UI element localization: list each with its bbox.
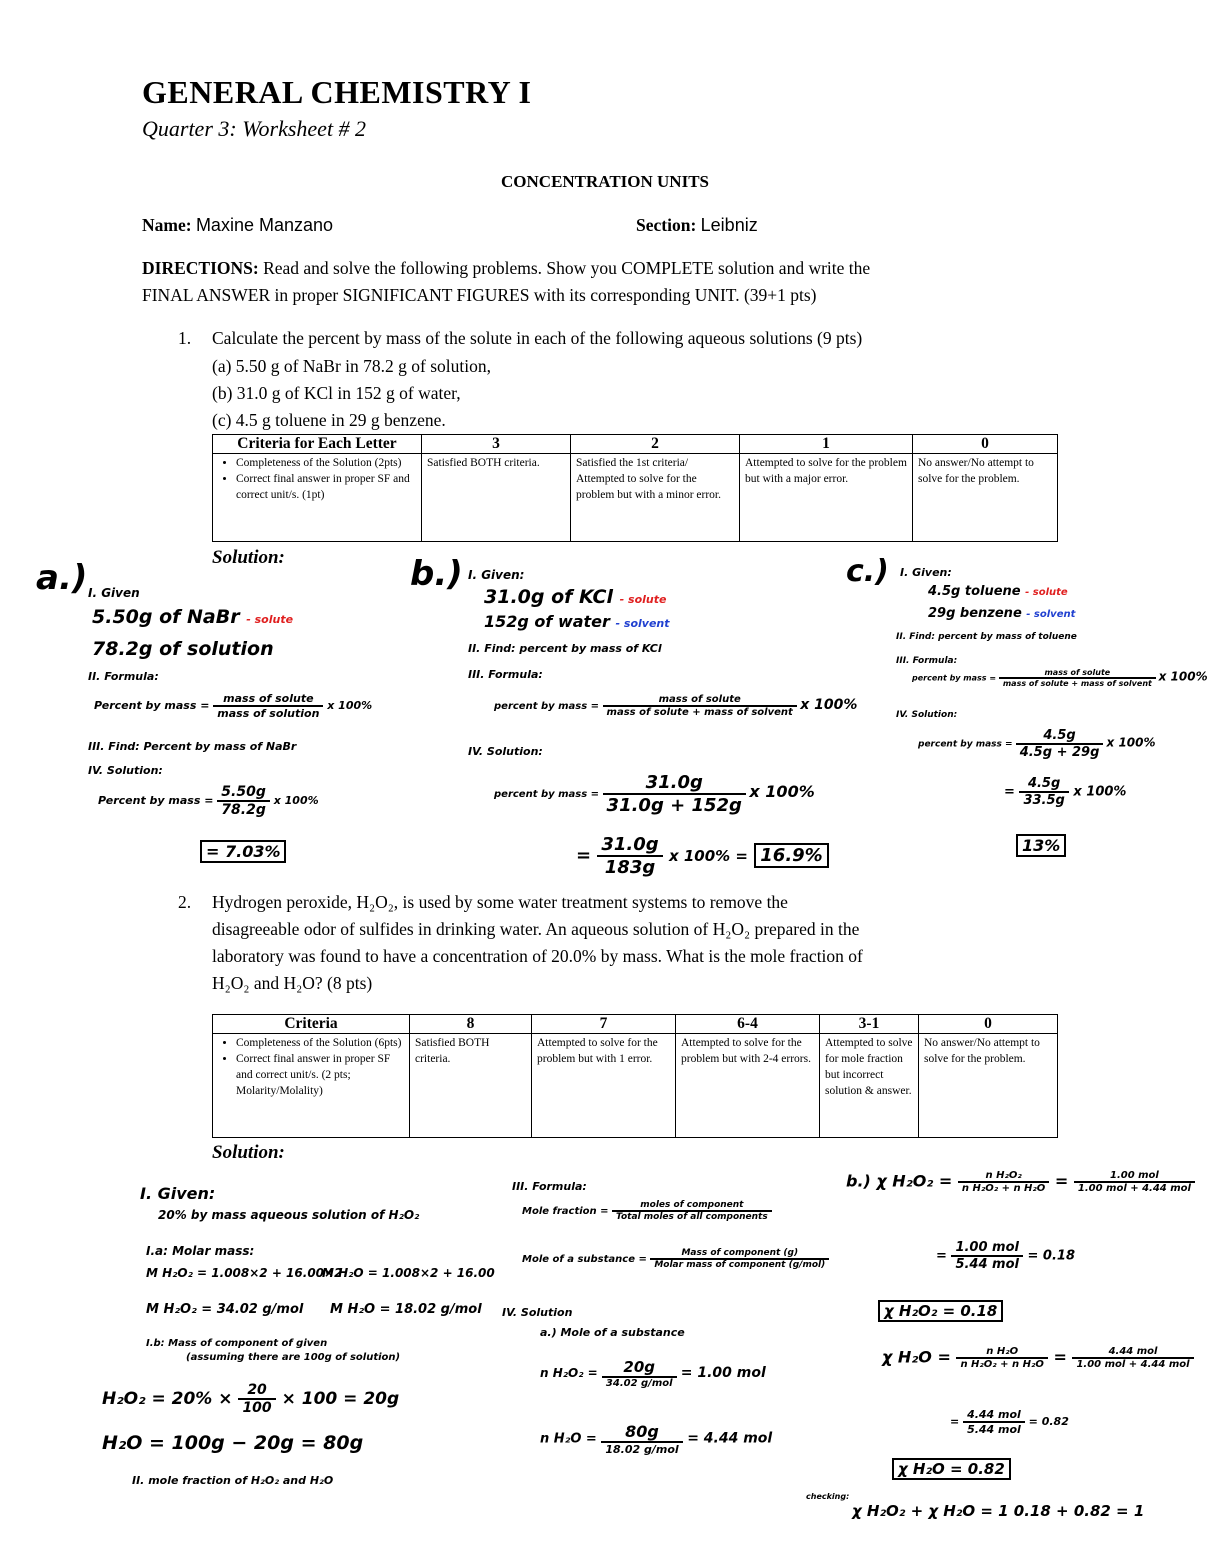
rubric-cell: No answer/No attempt to solve for the problem. bbox=[919, 1034, 1058, 1138]
name-row bbox=[142, 215, 333, 236]
hw2-molar-mass-h2o2: M H₂O₂ = 1.008×2 + 16.00×2 bbox=[146, 1266, 343, 1280]
hw2-mass-assumption: (assuming there are 100g of solution) bbox=[186, 1352, 401, 1363]
rubric-cell: Satisfied BOTH criteria. bbox=[422, 454, 571, 542]
rubric-criteria-cell bbox=[213, 454, 422, 542]
q2-solution-label: Solution: bbox=[212, 1142, 285, 1163]
hw2-chi-h2o-step: = $\frac{\text{4.44 mol}}{\text{5.44 mol}}$ = 0.82 bbox=[950, 1408, 1069, 1436]
hw-c-find: II. Find: percent by mass of toluene bbox=[896, 632, 1077, 642]
hw2-find: II. mole fraction of H₂O₂ and H₂O bbox=[132, 1474, 334, 1487]
rubric-header: 3 bbox=[422, 435, 571, 454]
hw-b-find: II. Find: percent by mass of KCl bbox=[468, 642, 662, 655]
rubric-header: 1 bbox=[740, 435, 913, 454]
q2-line-1: Hydrogen peroxide, H₂O₂, is used by some water treatment systems to remove the bbox=[212, 892, 788, 912]
hw2-chi-h2o: χ H₂O = $\frac{\text{n H₂O}}{\text{n H₂O₂ + n H₂O}}$ = $\frac{\text{4.44 mol}}{\text{1.00 mol + 4.44 mol}}$ bbox=[882, 1346, 1194, 1370]
hw2-formula-mole-substance: Mole of a substance = $\frac{\text{Mass of component (g)}}{\text{Molar mass of component (g/mol)}}$ bbox=[522, 1248, 829, 1270]
hw2-mass-h2o: H₂O = 100g − 20g = 80g bbox=[102, 1432, 364, 1454]
criteria-item: • Correct final answer in proper SF and correct unit/s. (1pt) bbox=[236, 471, 416, 503]
rubric-header: 2 bbox=[571, 435, 740, 454]
rubric-criteria-cell bbox=[213, 1034, 410, 1138]
q1-solution-label: Solution: bbox=[212, 547, 285, 568]
hw2-chi-h2o2: b.) χ H₂O₂ = $\frac{\text{n H₂O₂}}{\text{n H₂O₂ + n H₂O}}$ = $\frac{\text{1.00 mol}}{\text{1.00 mol + 4.44 mol}}$ bbox=[846, 1170, 1195, 1194]
q2-rubric-table bbox=[212, 1014, 1058, 1138]
hw-b-solution: percent by mass = $\frac{31.0g}{31.0g + 152g}$ x 100% bbox=[494, 772, 815, 816]
hw-b-given-1: 31.0g of KCl - solute bbox=[484, 586, 667, 608]
hw-a-solution: Percent by mass = $\frac{5.50g}{78.2g}$ x 100% bbox=[98, 784, 319, 818]
hw2-mass-heading: I.b: Mass of component of given bbox=[146, 1338, 328, 1349]
rubric-cell: No answer/No attempt to solve for the problem. bbox=[913, 454, 1058, 542]
hw-b-solution-2: = $\frac{31.0g}{183g}$ x 100% = 16.9% bbox=[576, 834, 829, 878]
hw2-chi-h2o2-answer: χ H₂O₂ = 0.18 bbox=[878, 1302, 1003, 1320]
q1-number: 1. bbox=[178, 328, 192, 348]
name-value: Maxine Manzano bbox=[195, 215, 334, 235]
rubric-cell: Attempted to solve for mole fraction but incorrect solution & answer. bbox=[820, 1034, 919, 1138]
hw-a-given: I. Given bbox=[88, 586, 140, 600]
rubric-header: 8 bbox=[410, 1015, 532, 1034]
name-label: Name: bbox=[142, 215, 192, 235]
rubric-cell: Attempted to solve for the problem but with a major error. bbox=[740, 454, 913, 542]
hw-b-given: I. Given: bbox=[468, 568, 525, 582]
hw2-molar-mass-h2o-result: M H₂O = 18.02 g/mol bbox=[330, 1302, 482, 1317]
hw2-given: I. Given: bbox=[140, 1184, 216, 1203]
criteria-item: • Completeness of the Solution (6pts) bbox=[236, 1035, 404, 1051]
hw2-check-label: checking: bbox=[806, 1492, 850, 1501]
hw-a-tag: a.) bbox=[36, 558, 88, 598]
hw-c-solution-2: = $\frac{4.5g}{33.5g}$ x 100% bbox=[1004, 776, 1127, 808]
directions-label: DIRECTIONS: bbox=[142, 258, 259, 278]
rubric-cell: Satisfied the 1st criteria/ Attempted to solve for the problem but with a minor error. bbox=[571, 454, 740, 542]
page-title: GENERAL CHEMISTRY I bbox=[142, 74, 532, 110]
hw-c-answer: 13% bbox=[1016, 836, 1066, 855]
hw-a-given-1: 5.50g of NaBr - solute bbox=[92, 606, 294, 628]
section-value: Leibniz bbox=[700, 215, 758, 235]
q1-part-a: (a) 5.50 g of NaBr in 78.2 g of solution, bbox=[212, 356, 491, 376]
q1-text: Calculate the percent by mass of the solute in each of the following aqueous solutions (9 pts) bbox=[212, 328, 863, 348]
rubric-cell: Attempted to solve for the problem but with 2-4 errors. bbox=[676, 1034, 820, 1138]
hw2-moles-h2o: n H₂O = $\frac{80g}{\text{18.02 g/mol}}$ = 4.44 mol bbox=[540, 1422, 773, 1456]
page-subtitle: Quarter 3: Worksheet # 2 bbox=[142, 116, 367, 141]
q2-line-2: disagreeable odor of sulfides in drinking water. An aqueous solution of H₂O₂ prepared in the bbox=[212, 919, 860, 939]
hw-a-answer: = 7.03% bbox=[200, 842, 286, 861]
hw-b-formula-heading: III. Formula: bbox=[468, 668, 543, 681]
q2-line-3: laboratory was found to have a concentration of 20.0% by mass. What is the mole fraction of bbox=[212, 946, 863, 966]
q2-line-4: H₂O₂ and H₂O? (8 pts) bbox=[212, 973, 373, 993]
q1-part-c: (c) 4.5 g toluene in 29 g benzene. bbox=[212, 410, 446, 430]
hw2-formula-heading: III. Formula: bbox=[512, 1180, 587, 1193]
hw-b-tag: b.) bbox=[410, 554, 463, 594]
rubric-header: Criteria for Each Letter bbox=[213, 435, 422, 454]
q1-part-b: (b) 31.0 g of KCl in 152 g of water, bbox=[212, 383, 461, 403]
hw-c-given-2: 29g benzene - solvent bbox=[928, 606, 1076, 621]
rubric-header: 0 bbox=[919, 1015, 1058, 1034]
rubric-cell: Satisfied BOTH criteria. bbox=[410, 1034, 532, 1138]
hw-a-find: III. Find: Percent by mass of NaBr bbox=[88, 740, 297, 753]
section-row bbox=[636, 215, 758, 236]
rubric-header: 3-1 bbox=[820, 1015, 919, 1034]
rubric-header: 0 bbox=[913, 435, 1058, 454]
hw-a-formula-heading: II. Formula: bbox=[88, 670, 159, 683]
directions-line-2: FINAL ANSWER in proper SIGNIFICANT FIGURES with its corresponding UNIT. (39+1 pts) bbox=[142, 285, 817, 305]
criteria-item: • Completeness of the Solution (2pts) bbox=[236, 455, 416, 471]
hw2-molar-mass-h2o2-result: M H₂O₂ = 34.02 g/mol bbox=[146, 1302, 304, 1317]
hw-a-solution-heading: IV. Solution: bbox=[88, 764, 163, 777]
hw-b-solution-heading: IV. Solution: bbox=[468, 745, 543, 758]
hw2-check: χ H₂O₂ + χ H₂O = 1 0.18 + 0.82 = 1 bbox=[852, 1502, 1145, 1520]
hw2-molar-mass-heading: I.a: Molar mass: bbox=[146, 1244, 255, 1258]
rubric-header: 6-4 bbox=[676, 1015, 820, 1034]
section-heading: CONCENTRATION UNITS bbox=[501, 172, 709, 191]
hw-c-formula: percent by mass = $\frac{\text{mass of solute}}{\text{mass of solute + mass of solvent}}$ x 100% bbox=[912, 668, 1208, 688]
hw-c-formula-heading: III. Formula: bbox=[896, 656, 958, 666]
hw2-chi-h2o-answer: χ H₂O = 0.82 bbox=[892, 1460, 1011, 1478]
rubric-header: Criteria bbox=[213, 1015, 410, 1034]
hw-c-solution: percent by mass = $\frac{4.5g}{4.5g + 29g}$ x 100% bbox=[918, 728, 1156, 760]
hw2-chi-h2o2-step: = $\frac{\text{1.00 mol}}{\text{5.44 mol}}$ = 0.18 bbox=[936, 1240, 1076, 1272]
hw2-given-1: 20% by mass aqueous solution of H₂O₂ bbox=[158, 1208, 420, 1222]
hw2-solution-heading: IV. Solution bbox=[502, 1306, 573, 1319]
hw-c-given: I. Given: bbox=[900, 566, 952, 579]
q2-number: 2. bbox=[178, 892, 192, 912]
rubric-header: 7 bbox=[532, 1015, 676, 1034]
hw2-formula-mole-fraction: Mole fraction = $\frac{\text{moles of component}}{\text{Total moles of all components}}$ bbox=[522, 1200, 772, 1222]
hw2-mass-h2o2: H₂O₂ = 20% × $\frac{20}{100}$ × 100 = 20g bbox=[102, 1382, 400, 1416]
section-label: Section: bbox=[636, 215, 697, 235]
directions-line-1: DIRECTIONS: Read and solve the following problems. Show you COMPLETE solution and write the bbox=[142, 258, 871, 278]
hw-a-formula: Percent by mass = $\frac{\text{mass of solute}}{\text{mass of solution}}$ x 100% bbox=[94, 692, 373, 720]
hw2-moles-h2o2: n H₂O₂ = $\frac{20g}{\text{34.02 g/mol}}$ = 1.00 mol bbox=[540, 1358, 766, 1389]
hw2-molar-mass-h2o: M H₂O = 1.008×2 + 16.00 bbox=[322, 1266, 495, 1280]
hw-c-given-1: 4.5g toluene - solute bbox=[928, 584, 1068, 599]
rubric-cell: Attempted to solve for the problem but with 1 error. bbox=[532, 1034, 676, 1138]
hw2-solution-sub-a: a.) Mole of a substance bbox=[540, 1326, 685, 1339]
hw-c-tag: c.) bbox=[846, 554, 889, 589]
hw-b-given-2: 152g of water - solvent bbox=[484, 612, 670, 631]
hw-b-formula: percent by mass = $\frac{\text{mass of solute}}{\text{mass of solute + mass of solvent}}$ x 100% bbox=[494, 694, 858, 718]
hw-c-solution-heading: IV. Solution: bbox=[896, 710, 958, 720]
q1-rubric-table bbox=[212, 434, 1058, 542]
hw-a-given-2: 78.2g of solution bbox=[92, 638, 274, 660]
criteria-item: • Correct final answer in proper SF and correct unit/s. (2 pts; Molarity/Molality) bbox=[236, 1051, 404, 1099]
